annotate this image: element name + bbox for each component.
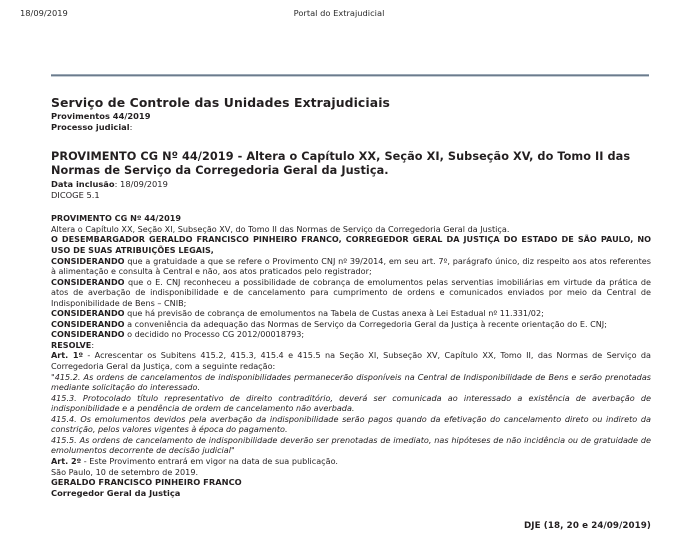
considerando-text: o decidido no Processo CG 2012/00018793; <box>124 329 305 340</box>
resolve-colon: : <box>91 339 95 350</box>
processo-judicial-label: Processo judicial <box>51 121 130 132</box>
resolve-line <box>51 340 651 351</box>
considerando-2 <box>51 277 651 309</box>
considerando-text: a conveniência da adequação das Normas de Serviço da Corregedoria Geral da Justiça à recente orientação do E. CNJ; <box>124 318 607 329</box>
print-header <box>0 8 678 24</box>
subitem-415-4: 415.4. Os emolumentos devidos pela averbação da indisponibilidade serão pagos quando da efetivação do cancelamento direto ou indireto da constrição, pelos valores vigentes à época do pagamento. <box>51 413 651 435</box>
art2-paragraph <box>51 456 651 467</box>
provimento-dicoge: DICOGE 5.1 <box>51 189 100 200</box>
considerando-label: CONSIDERANDO <box>51 276 125 287</box>
art1-label: Art. 1º <box>51 350 84 361</box>
document-content <box>51 95 651 499</box>
resolve-label: RESOLVE <box>51 339 92 350</box>
considerando-5 <box>51 329 651 340</box>
service-title: Serviço de Controle das Unidades Extrajudiciais <box>51 95 391 110</box>
body-ref-title <box>51 213 651 224</box>
considerando-label: CONSIDERANDO <box>51 329 125 340</box>
considerando-label: CONSIDERANDO <box>51 318 125 329</box>
body-authority: O DESEMBARGADOR GERALDO FRANCISCO PINHEIRO FRANCO, CORREGEDOR GERAL DA JUSTIÇA DO ESTADO DE SÃO PAULO, NO USO DE SUAS ATRIBUIÇÕES LEGAIS, <box>51 234 651 256</box>
subitem-415-2: "415.2. As ordens de cancelamentos de indisponibilidades permanecerão disponíveis na Central de Indisponibilidade de Bens e serão prenotadas mediante solicitação do interessado. <box>51 371 651 393</box>
header-divider <box>51 74 649 77</box>
body-ref-title-text: PROVIMENTO CG Nº 44/2019 <box>51 213 181 224</box>
service-provimentos: Provimentos 44/2019 <box>51 111 151 121</box>
data-inclusao-label: Data inclusão <box>51 179 115 190</box>
considerando-label: CONSIDERANDO <box>51 255 125 266</box>
provimento-data-inclusao <box>51 179 651 190</box>
considerando-text: que há previsão de cobrança de emolumentos na Tabela de Custas anexa à Lei Estadual nº 11.331/02; <box>124 308 544 319</box>
art2-text: - Este Provimento entrará em vigor na data de sua publicação. <box>81 455 338 466</box>
signer-name: GERALDO FRANCISCO PINHEIRO FRANCO <box>51 477 242 488</box>
body-ref-subtitle: Altera o Capítulo XX, Seção XI, Subseção XV, do Tomo II das Normas de Serviço da Corregedoria Geral da Justiça. <box>51 223 510 234</box>
considerando-1 <box>51 256 651 277</box>
considerando-text: que a gratuidade a que se refere o Provimento CNJ nº 39/2014, em seu art. 7º, parágrafo único, diz respeito aos atos referentes à alimentação e consulta à Central e não, aos atos praticados pelo registrador; <box>51 255 651 277</box>
considerando-text: que o E. CNJ reconheceu a possibilidade de cobrança de emolumentos pelas serventias imobiliárias em virtude da prática de atos de averbação de indisponibilidade e de cancelamento para cumprimento de ordens e comunicados enviados por meio da Central de Indisponibilidade de Bens – CNIB; <box>51 276 651 308</box>
subitem-415-3: 415.3. Protocolado título representativo de direito contraditório, deverá ser comunicada ao interessado a existência de averbação de indisponibilidade e a pendência de ordem de cancelamento não averbada. <box>51 392 651 414</box>
considerando-label: CONSIDERANDO <box>51 308 125 319</box>
provimento-heading: PROVIMENTO CG Nº 44/2019 - Altera o Capítulo XX, Seção XI, Subseção XV, do Tomo II das Normas de Serviço da Corregedoria Geral da Justiça. <box>51 149 631 177</box>
considerando-3 <box>51 308 651 319</box>
art1-text: - Acrescentar os Subitens 415.2, 415.3, 415.4 e 415.5 na Seção XI, Subseção XV, Capítulo XX, Tomo II, das Normas de Serviço da Corregedoria Geral da Justiça, com a seguinte redação: <box>51 350 651 372</box>
print-header-date: 18/09/2019 <box>20 8 68 18</box>
data-inclusao-value: : 18/09/2019 <box>114 179 168 190</box>
dje-footer: DJE (18, 20 e 24/09/2019) <box>524 521 651 531</box>
considerando-4 <box>51 319 651 330</box>
art1-paragraph <box>51 350 651 371</box>
provimento-body <box>51 213 651 498</box>
processo-judicial-value: : <box>129 121 133 132</box>
print-header-site-title: Portal do Extrajudicial <box>293 8 385 18</box>
signer-role: Corregedor Geral da Justiça <box>51 487 181 498</box>
service-processo-judicial <box>51 122 651 133</box>
place-date: São Paulo, 10 de setembro de 2019. <box>51 466 199 477</box>
subitem-415-5: 415.5. As ordens de cancelamento de indisponibilidade deverão ser prenotadas de imediato, nas hipóteses de não incidência ou de gratuidade de emolumentos decorrente de decisão judicial" <box>51 434 651 456</box>
art2-label: Art. 2º <box>51 455 82 466</box>
